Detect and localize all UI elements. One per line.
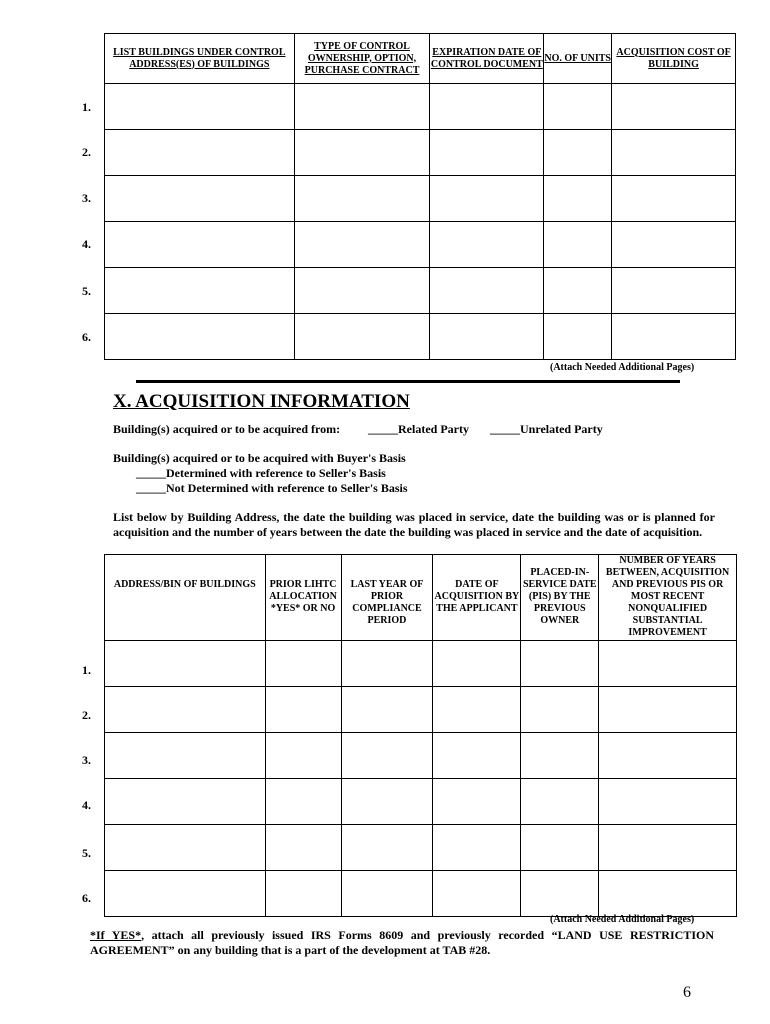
acquisition-table-header	[105, 555, 737, 641]
cell-years[interactable]	[599, 687, 737, 733]
buyers-basis-label: Building(s) acquired or to be acquired with Buyer's Basis	[113, 451, 406, 465]
cell-control-type[interactable]	[294, 222, 430, 268]
cell-acquisition-date[interactable]	[433, 825, 521, 871]
header-acquisition-cost: ACQUISITION COST OF BUILDING	[612, 34, 736, 84]
cell-address-bin[interactable]	[105, 871, 266, 917]
row-number: 2.	[82, 145, 91, 159]
table-row	[105, 871, 737, 917]
cell-years[interactable]	[599, 871, 737, 917]
cell-last-year[interactable]	[341, 641, 433, 687]
cell-expiration[interactable]	[430, 314, 544, 360]
cell-control-type[interactable]	[294, 314, 430, 360]
table-row	[105, 641, 737, 687]
cell-pis-date[interactable]	[521, 779, 599, 825]
cell-units[interactable]	[544, 176, 612, 222]
cell-expiration[interactable]	[430, 268, 544, 314]
row-number: 1.	[82, 100, 91, 114]
not-determined-option[interactable]: _____Not Determined with reference to Seller's Basis	[136, 481, 408, 495]
cell-cost[interactable]	[612, 222, 736, 268]
determined-option[interactable]: _____Determined with reference to Seller's Basis	[136, 466, 386, 480]
cell-years[interactable]	[599, 825, 737, 871]
table-row	[105, 222, 736, 268]
row-number: 4.	[82, 237, 91, 251]
table-row	[105, 130, 736, 176]
cell-control-type[interactable]	[294, 130, 430, 176]
section-divider	[136, 380, 680, 383]
cell-expiration[interactable]	[430, 222, 544, 268]
control-table	[104, 33, 736, 360]
row-number: 2.	[82, 708, 91, 722]
cell-last-year[interactable]	[341, 871, 433, 917]
cell-last-year[interactable]	[341, 779, 433, 825]
row-number: 3.	[82, 753, 91, 767]
cell-cost[interactable]	[612, 84, 736, 130]
cell-last-year[interactable]	[341, 825, 433, 871]
cell-pis-date[interactable]	[521, 687, 599, 733]
cell-expiration[interactable]	[430, 176, 544, 222]
header-last-year: LAST YEAR OF PRIOR COMPLIANCE PERIOD	[341, 555, 433, 641]
cell-address-bin[interactable]	[105, 733, 266, 779]
cell-prior-lihtc[interactable]	[265, 641, 341, 687]
cell-address[interactable]	[105, 176, 295, 222]
cell-acquisition-date[interactable]	[433, 641, 521, 687]
cell-last-year[interactable]	[341, 733, 433, 779]
cell-pis-date[interactable]	[521, 641, 599, 687]
cell-cost[interactable]	[612, 130, 736, 176]
cell-pis-date[interactable]	[521, 871, 599, 917]
row-number: 4.	[82, 798, 91, 812]
cell-address[interactable]	[105, 314, 295, 360]
cell-pis-date[interactable]	[521, 825, 599, 871]
page-number: 6	[683, 984, 691, 1001]
cell-years[interactable]	[599, 733, 737, 779]
header-type-of-control: TYPE OF CONTROL OWNERSHIP, OPTION, PURCHASE CONTRACT	[294, 34, 430, 84]
table-row	[105, 733, 737, 779]
cell-cost[interactable]	[612, 314, 736, 360]
header-date-of-acquisition: DATE OF ACQUISITION BY THE APPLICANT	[433, 555, 521, 641]
cell-expiration[interactable]	[430, 84, 544, 130]
control-table-header	[105, 34, 736, 84]
cell-last-year[interactable]	[341, 687, 433, 733]
header-expiration-date: EXPIRATION DATE OF CONTROL DOCUMENT	[430, 34, 544, 84]
acquired-from-label: Building(s) acquired or to be acquired from:	[113, 422, 341, 436]
footnote-text: , attach all previously issued IRS Forms 8609 and previously recorded “LAND USE RESTRICTION AGREEMENT” on any building that is a part of the development at TAB #28.	[90, 928, 714, 957]
cell-address[interactable]	[105, 130, 295, 176]
cell-units[interactable]	[544, 84, 612, 130]
table-row	[105, 268, 736, 314]
cell-units[interactable]	[544, 268, 612, 314]
header-list-buildings: LIST BUILDINGS UNDER CONTROL ADDRESS(ES) OF BUILDINGS	[105, 34, 295, 84]
header-number-of-years: NUMBER OF YEARS BETWEEN, ACQUISITION AND PREVIOUS PIS OR MOST RECENT NONQUALIFIED SUBSTANTIAL IMPROVEMENT	[599, 555, 737, 641]
related-party-option[interactable]: _____Related Party	[368, 422, 469, 436]
cell-address-bin[interactable]	[105, 687, 266, 733]
header-placed-in-service: PLACED-IN-SERVICE DATE (PIS) BY THE PREVIOUS OWNER	[521, 555, 599, 641]
cell-acquisition-date[interactable]	[433, 733, 521, 779]
cell-address[interactable]	[105, 84, 295, 130]
header-prior-lihtc: PRIOR LIHTC ALLOCATION *YES* OR NO	[265, 555, 341, 641]
cell-control-type[interactable]	[294, 176, 430, 222]
row-number: 1.	[82, 663, 91, 677]
table-row	[105, 825, 737, 871]
cell-acquisition-date[interactable]	[433, 779, 521, 825]
cell-prior-lihtc[interactable]	[265, 825, 341, 871]
cell-years[interactable]	[599, 641, 737, 687]
footnote-if-yes: *If YES*	[90, 928, 142, 942]
cell-address[interactable]	[105, 268, 295, 314]
table-row	[105, 779, 737, 825]
acquisition-table	[104, 554, 737, 917]
cell-address-bin[interactable]	[105, 641, 266, 687]
cell-cost[interactable]	[612, 176, 736, 222]
cell-acquisition-date[interactable]	[433, 687, 521, 733]
cell-address[interactable]	[105, 222, 295, 268]
cell-prior-lihtc[interactable]	[265, 779, 341, 825]
section-title: X. ACQUISITION INFORMATION	[113, 391, 410, 412]
table-row	[105, 687, 737, 733]
unrelated-party-option[interactable]: _____Unrelated Party	[490, 422, 603, 436]
cell-cost[interactable]	[612, 268, 736, 314]
table-row	[105, 84, 736, 130]
row-number: 5.	[82, 284, 91, 298]
cell-acquisition-date[interactable]	[433, 871, 521, 917]
attach-pages-note-top: (Attach Needed Additional Pages)	[550, 362, 695, 373]
footnote	[90, 928, 714, 958]
instructions-text: List below by Building Address, the date the building was placed in service, date the building was or is planned for acquisition and the number of years between the date the building was placed in service and the date of acquisition.	[113, 510, 715, 539]
row-number: 3.	[82, 191, 91, 205]
table-row	[105, 314, 736, 360]
cell-prior-lihtc[interactable]	[265, 871, 341, 917]
cell-control-type[interactable]	[294, 84, 430, 130]
cell-expiration[interactable]	[430, 130, 544, 176]
cell-control-type[interactable]	[294, 268, 430, 314]
cell-units[interactable]	[544, 130, 612, 176]
header-address-bin: ADDRESS/BIN OF BUILDINGS	[105, 555, 266, 641]
cell-years[interactable]	[599, 779, 737, 825]
cell-address-bin[interactable]	[105, 825, 266, 871]
cell-address-bin[interactable]	[105, 779, 266, 825]
cell-units[interactable]	[544, 222, 612, 268]
cell-pis-date[interactable]	[521, 733, 599, 779]
cell-units[interactable]	[544, 314, 612, 360]
cell-prior-lihtc[interactable]	[265, 733, 341, 779]
row-number: 6.	[82, 330, 91, 344]
row-number: 5.	[82, 846, 91, 860]
cell-prior-lihtc[interactable]	[265, 687, 341, 733]
row-number: 6.	[82, 891, 91, 905]
attach-pages-note-bottom: (Attach Needed Additional Pages)	[550, 914, 695, 925]
table-row	[105, 176, 736, 222]
header-no-of-units: NO. OF UNITS	[544, 34, 612, 84]
